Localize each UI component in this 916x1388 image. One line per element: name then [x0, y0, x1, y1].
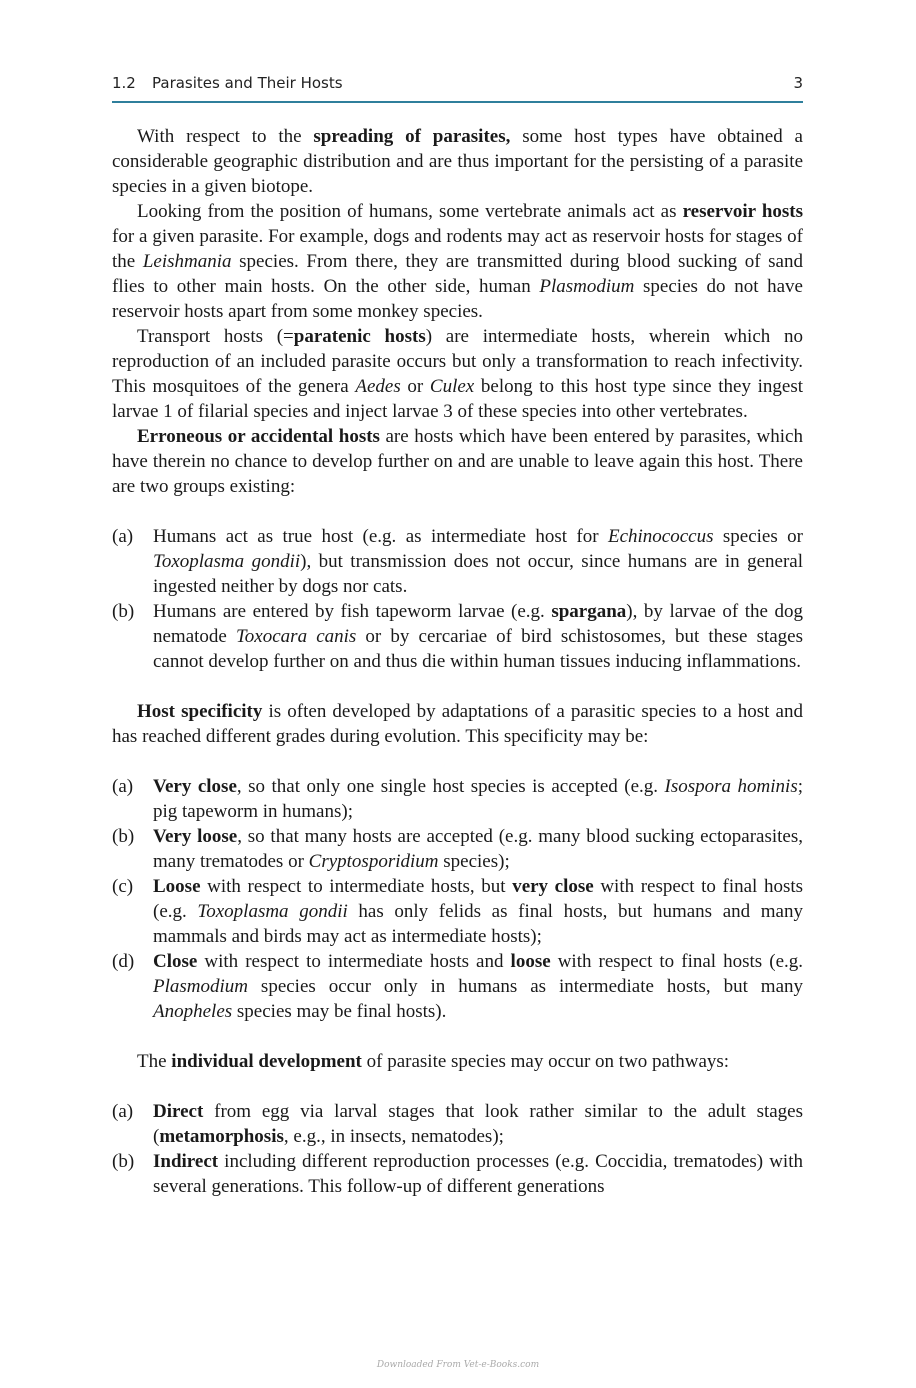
list-item: (a) Very close, so that only one single host species is accepted (e.g. Isospora hominis; pig tapeworm in humans); [112, 776, 803, 822]
body-text [112, 124, 803, 1199]
running-header [112, 72, 803, 103]
list-item: (d) Close with respect to intermediate hosts and loose with respect to final hosts (e.g. Plasmodium species occur only in humans as intermediate hosts, but many Anopheles species may be final hosts). [112, 951, 803, 1022]
paragraph-individual-development: The individual development of parasite species may occur on two pathways: [137, 1051, 730, 1072]
list-development-pathways [112, 1099, 803, 1199]
paragraph-spreading: With respect to the spreading of parasites, some host types have obtained a considerable geographic distribution and are thus important for the persisting of a parasite species in a given biotope. [112, 126, 803, 197]
paragraph-reservoir-hosts: Looking from the position of humans, some vertebrate animals act as reservoir hosts for a given parasite. For example, dogs and rodents may act as reservoir hosts for stages of the Leishmania species. From there, they are transmitted during blood sucking of sand flies to other main hosts. On the other side, human Plasmodium species do not have reservoir hosts apart from some monkey species. [112, 201, 804, 322]
list-item: (b) Indirect including different reproduction processes (e.g. Coccidia, trematodes) with several generations. This follow-up of different generations [112, 1151, 803, 1197]
section-title: Parasites and Their Hosts [152, 74, 343, 92]
list-item: (a) Direct from egg via larval stages that look rather similar to the adult stages (metamorphosis, e.g., in insects, nematodes); [112, 1101, 803, 1147]
list-item: (b) Very loose, so that many hosts are accepted (e.g. many blood sucking ectoparasites, many trematodes or Cryptosporidium species); [112, 826, 804, 872]
list-specificity-grades [112, 774, 803, 1024]
download-watermark: Downloaded From Vet-e-Books.com [376, 1360, 540, 1370]
paragraph-accidental-hosts: Erroneous or accidental hosts are hosts which have been entered by parasites, which have therein no chance to develop further on and are unable to leave again this host. There are two groups existing: [112, 426, 803, 497]
list-item: (b) Humans are entered by fish tapeworm larvae (e.g. spargana), by larvae of the dog nematode Toxocara canis or by cercariae of bird schistosomes, but these stages cannot develop further on and thus die within human tissues inducing inflammations. [112, 601, 803, 672]
paragraph-paratenic-hosts: Transport hosts (=paratenic hosts) are intermediate hosts, wherein which no reproduction of an included parasite occurs but only a transformation to reach infectivity. This mosquitoes of the genera Aedes or Culex belong to this host type since they ingest larvae 1 of filarial species and inject larvae 3 of these species into other vertebrates. [112, 326, 804, 422]
section-number: 1.2 [112, 74, 136, 92]
paragraph-host-specificity: Host specificity is often developed by adaptations of a parasitic species to a host and has reached different grades during evolution. This specificity may be: [112, 701, 803, 747]
list-accidental-host-groups [112, 524, 803, 674]
list-item: (a) Humans act as true host (e.g. as intermediate host for Echinococcus species or Toxoplasma gondii), but transmission does not occur, since humans are in general ingested neither by dogs nor cats. [112, 526, 803, 597]
list-item: (c) Loose with respect to intermediate hosts, but very close with respect to final hosts (e.g. Toxoplasma gondii has only felids as final hosts, but humans and many mammals and birds may act as intermediate hosts); [112, 876, 804, 947]
page-number: 3 [793, 74, 803, 92]
